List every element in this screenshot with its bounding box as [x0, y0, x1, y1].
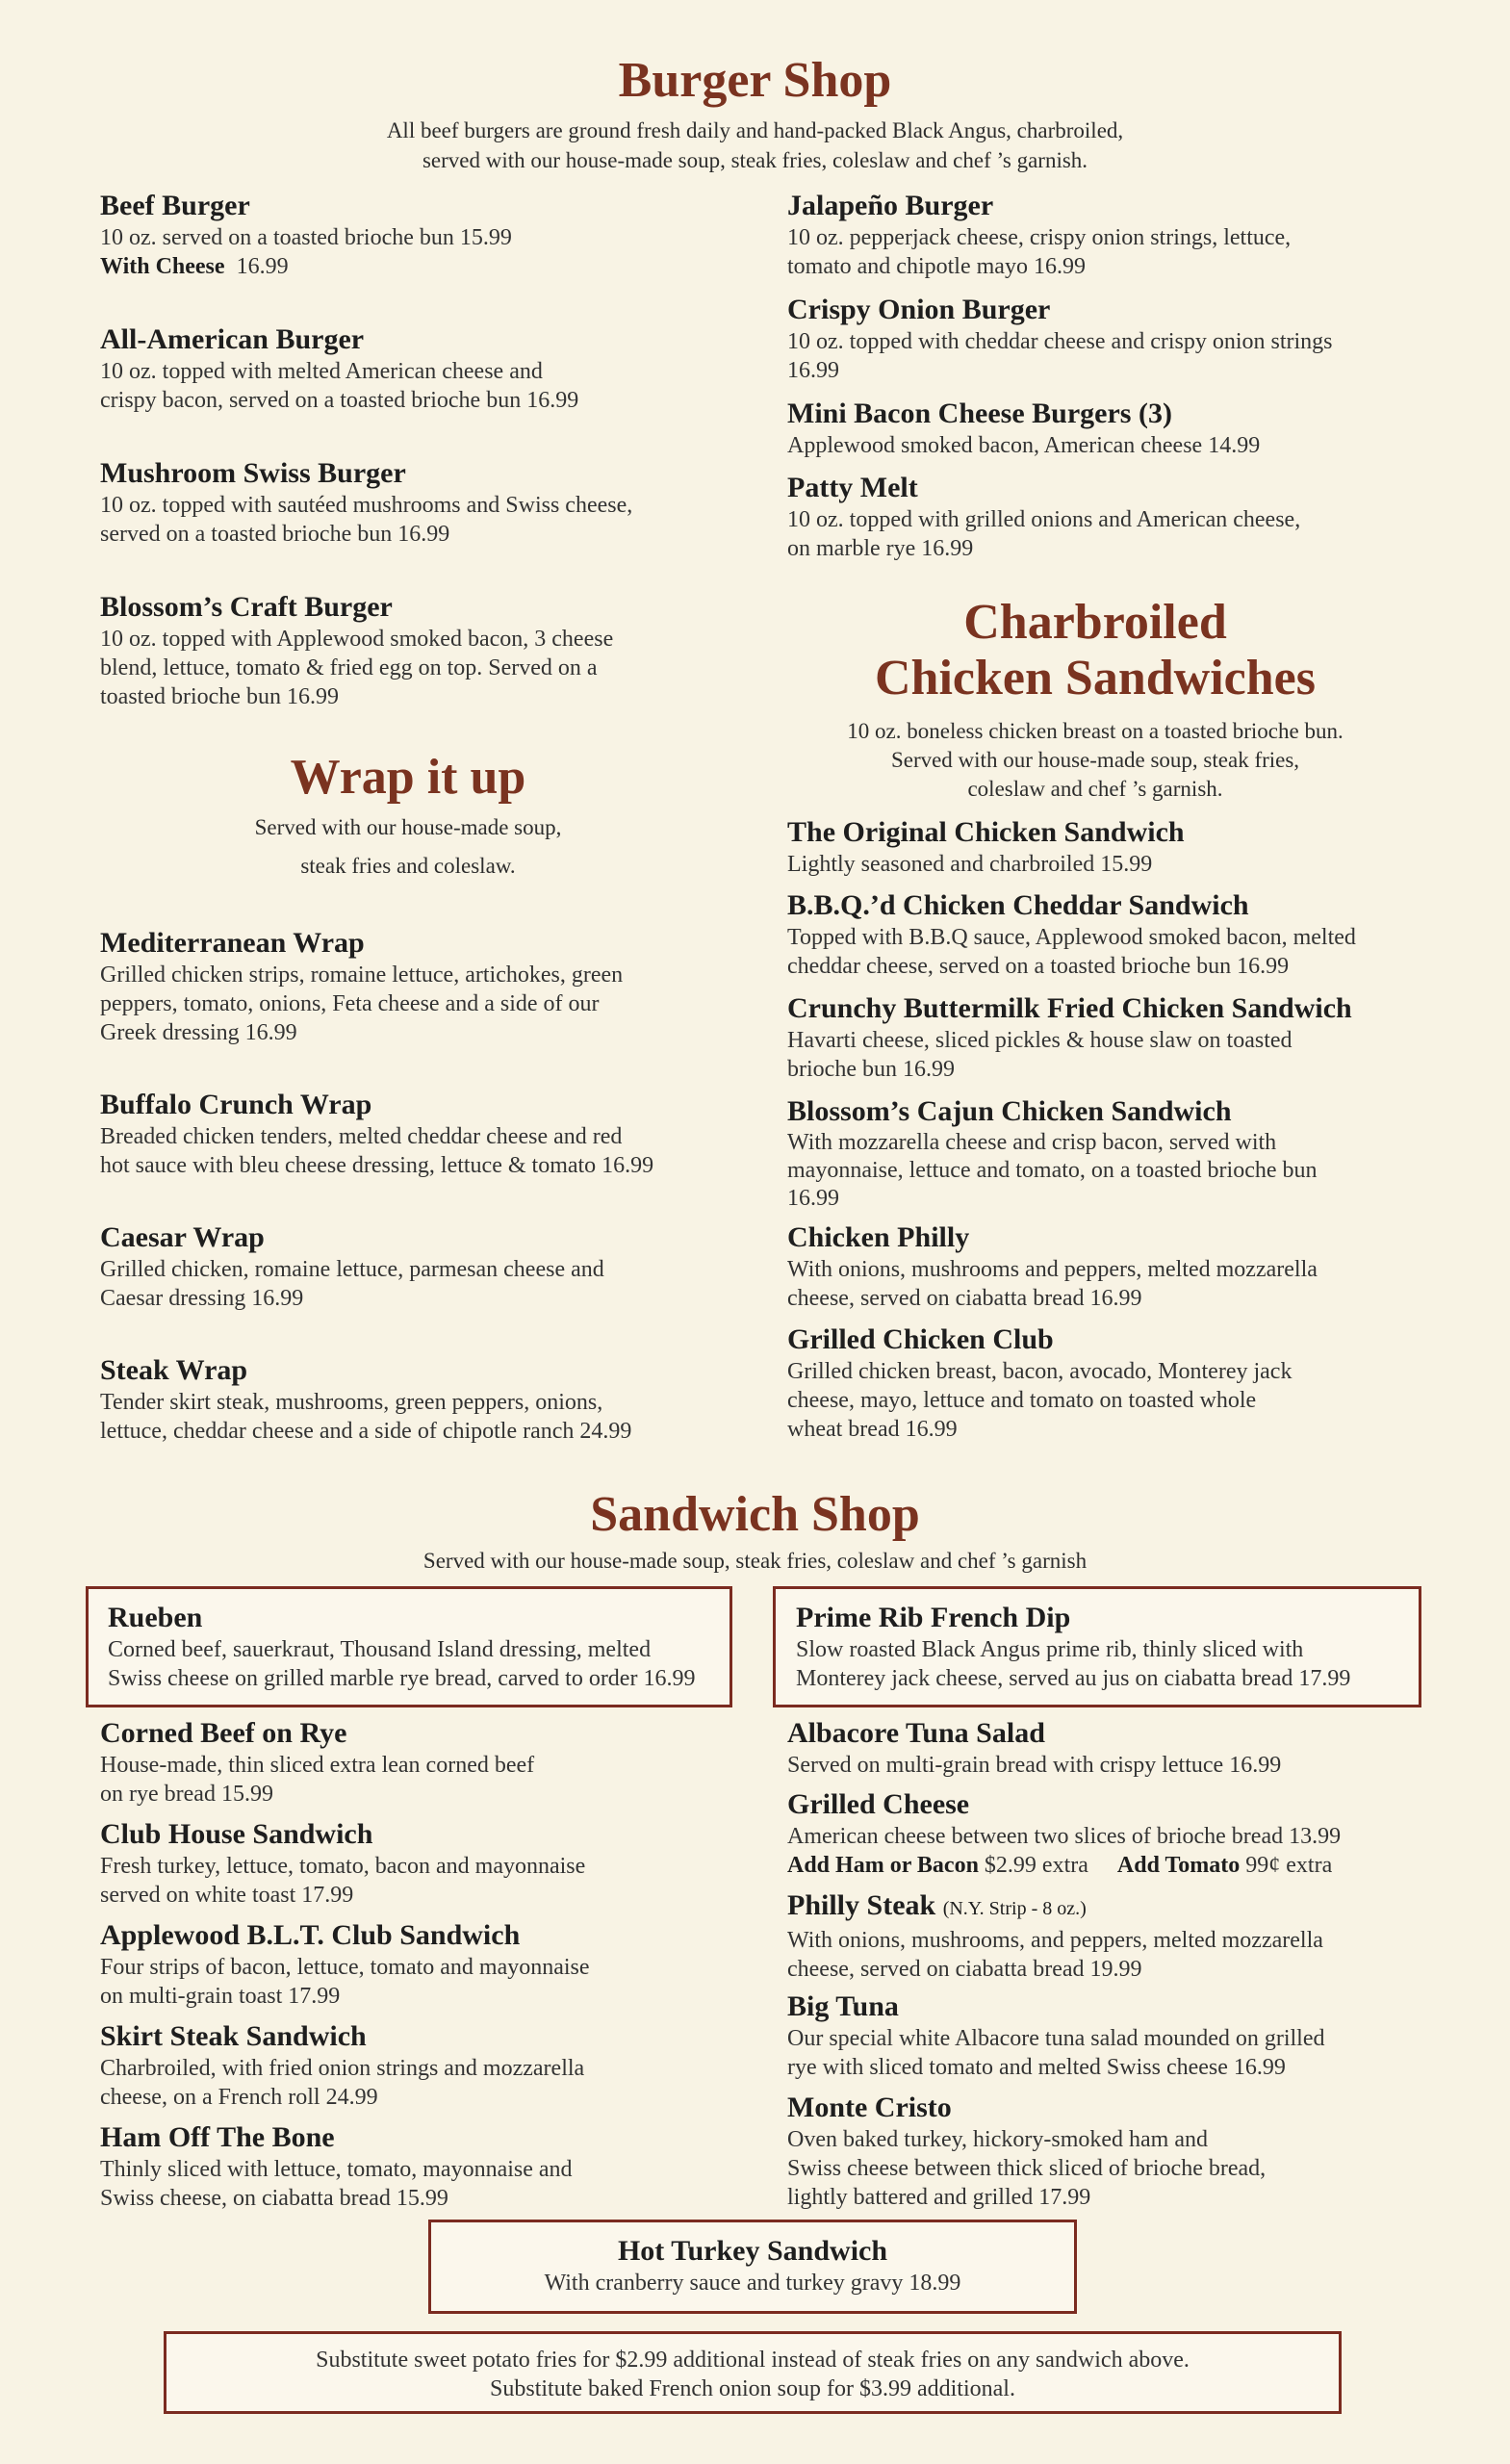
menu-item-mini-bacon-cheese-burgers: Mini Bacon Cheese Burgers (3) Applewood smoked bacon, American cheese 14.99: [787, 398, 1261, 458]
sandwich-shop-title: Sandwich Shop: [590, 1487, 920, 1542]
menu-item-jalapeno-burger: Jalapeño Burger 10 oz. pepperjack cheese, crispy onion strings, lettuce, tomato and chipotle mayo 16.99: [787, 190, 1292, 279]
menu-item-skirt-steak-sandwich: Skirt Steak Sandwich Charbroiled, with fried onion strings and mozzarella cheese, on a French roll 24.99: [100, 2020, 585, 2110]
menu-item-applewood-blt-club: Applewood B.L.T. Club Sandwich Four strips of bacon, lettuce, tomato and mayonnaise on multi-grain toast 17.99: [100, 1919, 590, 2009]
menu-item-caesar-wrap: Caesar Wrap Grilled chicken, romaine lettuce, parmesan cheese and Caesar dressing 16.99: [100, 1221, 604, 1311]
menu-item-ham-off-the-bone: Ham Off The Bone Thinly sliced with lettuce, tomato, mayonnaise and Swiss cheese, on ciabatta bread 15.99: [100, 2121, 573, 2211]
menu-item-corned-beef-on-rye: Corned Beef on Rye House-made, thin sliced extra lean corned beef on rye bread 15.99: [100, 1717, 535, 1807]
hot-turkey-sandwich-box: Hot Turkey Sandwich With cranberry sauce and turkey gravy 18.99: [428, 2220, 1077, 2314]
burger-shop-title: Burger Shop: [618, 53, 892, 108]
chicken-sandwiches-subtitle: 10 oz. boneless chicken breast on a toasted brioche bun. Served with our house-made soup, steak fries, coleslaw and chef ’s garnish.: [847, 719, 1344, 801]
menu-item-steak-wrap: Steak Wrap Tender skirt steak, mushrooms, green peppers, onions, lettuce, cheddar cheese and a side of chipotle ranch 24.99: [100, 1354, 632, 1444]
wrap-it-up-subtitle: Served with our house-made soup, steak fries and coleslaw.: [254, 815, 562, 878]
burger-right-column: [787, 189, 1461, 563]
menu-item-mushroom-swiss-burger: Mushroom Swiss Burger 10 oz. topped with sautéed mushrooms and Swiss cheese, served on a toasted brioche bun 16.99: [100, 457, 633, 547]
menu-item-grilled-cheese: Grilled Cheese American cheese between two slices of brioche bread 13.99 Add Ham or Bacon $2.99 extra Add Tomato 99¢ extra: [787, 1788, 1342, 1878]
menu-item-mediterranean-wrap: Mediterranean Wrap Grilled chicken strips, romaine lettuce, artichokes, green peppers, tomato, onions, Feta cheese and a side of our Greek dressing 16.99: [100, 927, 624, 1045]
featured-rueben-box: Rueben Corned beef, sauerkraut, Thousand Island dressing, melted Swiss cheese on grilled marble rye bread, carved to order 16.99: [86, 1586, 732, 1707]
menu-item-buffalo-crunch-wrap: Buffalo Crunch Wrap Breaded chicken tenders, melted cheddar cheese and red hot sauce with bleu cheese dressing, lettuce & tomato 16.99: [100, 1089, 654, 1178]
sandwich-right-column: [787, 1716, 1461, 2212]
chicken-sandwiches-title: Charbroiled Chicken Sandwiches: [875, 595, 1316, 706]
menu-item-all-american-burger: All-American Burger 10 oz. topped with melted American cheese and crispy bacon, served on a toasted brioche bun 16.99: [100, 323, 579, 413]
menu-item-club-house-sandwich: Club House Sandwich Fresh turkey, lettuce, tomato, bacon and mayonnaise served on white toast 17.99: [100, 1818, 586, 1908]
menu-item-chicken-philly: Chicken Philly With onions, mushrooms and peppers, melted mozzarella cheese, served on ciabatta bread 16.99: [787, 1221, 1318, 1311]
menu-item-bbq-chicken-cheddar-sandwich: B.B.Q.’d Chicken Cheddar Sandwich Topped with B.B.Q sauce, Applewood smoked bacon, melted cheddar cheese, served on a toasted brioche bun 16.99: [787, 889, 1356, 979]
menu-item-crunchy-buttermilk-fried-chicken: Crunchy Buttermilk Fried Chicken Sandwich Havarti cheese, sliced pickles & house slaw on toasted brioche bun 16.99: [787, 992, 1352, 1082]
featured-prime-rib-box: Prime Rib French Dip Slow roasted Black Angus prime rib, thinly sliced with Monterey jack cheese, served au jus on ciabatta bread 17.99: [773, 1586, 1421, 1707]
menu-item-beef-burger: Beef Burger 10 oz. served on a toasted brioche bun 15.99 With Cheese 16.99: [100, 190, 512, 279]
menu-item-monte-cristo: Monte Cristo Oven baked turkey, hickory-smoked ham and Swiss cheese between thick sliced of brioche bread, lightly battered and grilled 17.99: [787, 2092, 1267, 2210]
wrap-column: [100, 926, 774, 1446]
burger-left-column: [100, 189, 755, 711]
menu-item-blossoms-craft-burger: Blossom’s Craft Burger 10 oz. topped with Applewood smoked bacon, 3 cheese blend, lettuce, tomato & fried egg on top. Served on a toasted brioche bun 16.99: [100, 591, 614, 709]
burger-shop-subtitle: All beef burgers are ground fresh daily and hand-packed Black Angus, charbroiled, served with our house-made soup, steak fries, coleslaw and chef ’s garnish.: [386, 118, 1124, 172]
menu-item-patty-melt: Patty Melt 10 oz. topped with grilled onions and American cheese, on marble rye 16.99: [787, 472, 1301, 561]
menu-item-original-chicken-sandwich: The Original Chicken Sandwich Lightly seasoned and charbroiled 15.99: [787, 816, 1185, 877]
menu-item-big-tuna: Big Tuna Our special white Albacore tuna salad mounded on grilled rye with sliced tomato and melted Swiss cheese 16.99: [787, 1990, 1325, 2080]
menu-item-albacore-tuna-salad: Albacore Tuna Salad Served on multi-grain bread with crispy lettuce 16.99: [787, 1717, 1282, 1778]
substitution-note-box: Substitute sweet potato fries for $2.99 additional instead of steak fries on any sandwich above. Substitute baked French onion soup for $3.99 additional.: [164, 2331, 1342, 2414]
menu-item-crispy-onion-burger: Crispy Onion Burger 10 oz. topped with cheddar cheese and crispy onion strings 16.99: [787, 294, 1333, 383]
menu-item-philly-steak: Philly Steak (N.Y. Strip - 8 oz.) With onions, mushrooms, and peppers, melted mozzarella cheese, served on ciabatta bread 19.99: [787, 1889, 1323, 1982]
menu-item-grilled-chicken-club: Grilled Chicken Club Grilled chicken breast, bacon, avocado, Monterey jack cheese, mayo, lettuce and tomato on toasted whole wheat bread 16.99: [787, 1323, 1292, 1442]
chicken-column: [787, 815, 1461, 1444]
sandwich-shop-subtitle: Served with our house-made soup, steak fries, coleslaw and chef ’s garnish: [422, 1549, 1088, 1573]
wrap-it-up-title: Wrap it up: [290, 750, 526, 805]
menu-item-blossoms-cajun-chicken: Blossom’s Cajun Chicken Sandwich With mozzarella cheese and crisp bacon, served with mayonnaise, lettuce and tomato, on a toasted brioche bun 16.99: [787, 1095, 1318, 1211]
sandwich-left-column: [100, 1716, 755, 2213]
